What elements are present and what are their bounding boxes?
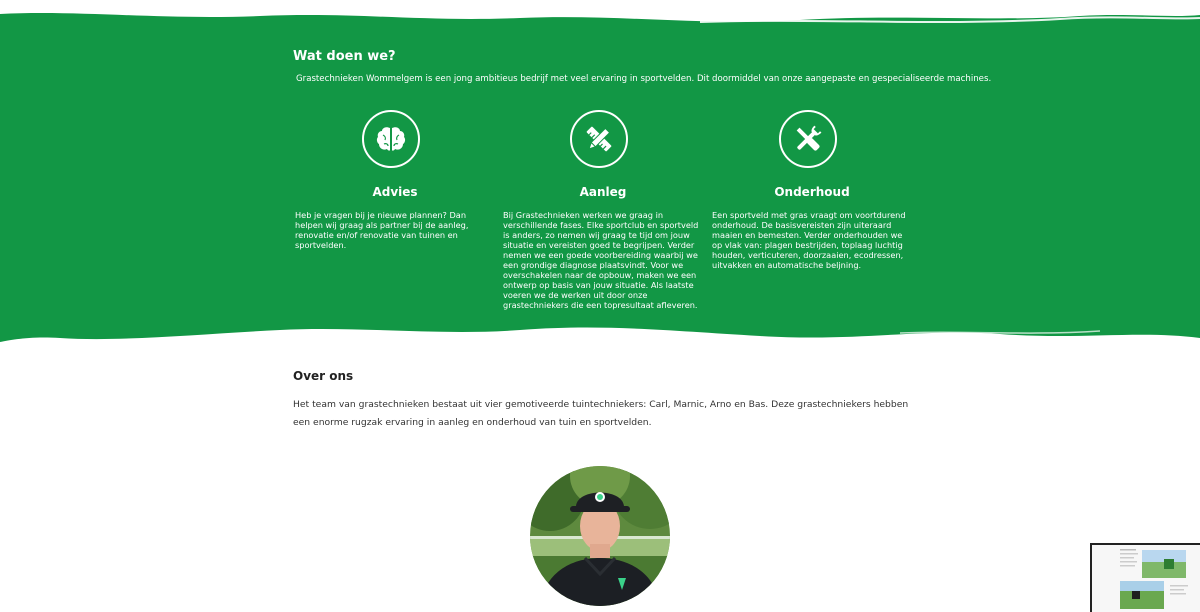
over-ons-heading: Over ons (293, 369, 354, 383)
tools-icon (779, 110, 837, 168)
wat-doen-we-heading: Wat doen we? (293, 49, 396, 64)
pencil-ruler-icon (570, 110, 628, 168)
service-text: Een sportveld met gras vraagt om voortdurend onderhoud. De basisvereisten zijn uiteraard maaien en bemesten. Verder onderhouden we op vlak van: plagen bestrijden, toplaag luchtig houden, verticuteren, doorzaaien, ecodressen, uitvakken en automatische beljning. (712, 210, 906, 270)
page-preview-thumbnail[interactable] (1090, 543, 1200, 612)
service-text: Heb je vragen bij je nieuwe plannen? Dan helpen wij graag als partner bij de aanleg, renovatie en/of renovatie van tuinen en sportvelden. (295, 210, 469, 250)
service-title: Aanleg (579, 185, 627, 199)
wat-doen-we-intro: Grastechnieken Wommelgem is een jong ambitieus bedrijf met veel ervaring in sportvelden. Dit doormiddel van onze aangepaste en gespecialiseerde machines. (296, 74, 992, 84)
team-member-avatar (530, 466, 670, 606)
brain-icon (362, 110, 420, 168)
service-title: Onderhoud (774, 185, 850, 199)
service-text: Bij Grastechnieken werken we graag in verschillende fases. Elke sportclub en sportveld is anders, zo nemen wij graag te tijd om jouw situatie en vereisten goed te begrijpen. Verder nemen we een goede voorbereiding waarbij we een grondige diagnose plaatsvindt. Voor we overschakelen naar de opbouw, maken we een ontwerp op basis van jouw situatie. Als laatste voeren we de werken uit door onze grastechniekers die een topresultaat afleveren. (503, 210, 699, 310)
over-ons-text: Het team van grastechnieken bestaat uit vier gemotiveerde tuintechniekers: Carl, Marnic, Arno en Bas. Deze grastechniekers hebben een enorme rugzak ervaring in aanleg en onderhoud van tuin en sportvelden. (293, 399, 909, 428)
service-title: Advies (372, 185, 418, 199)
